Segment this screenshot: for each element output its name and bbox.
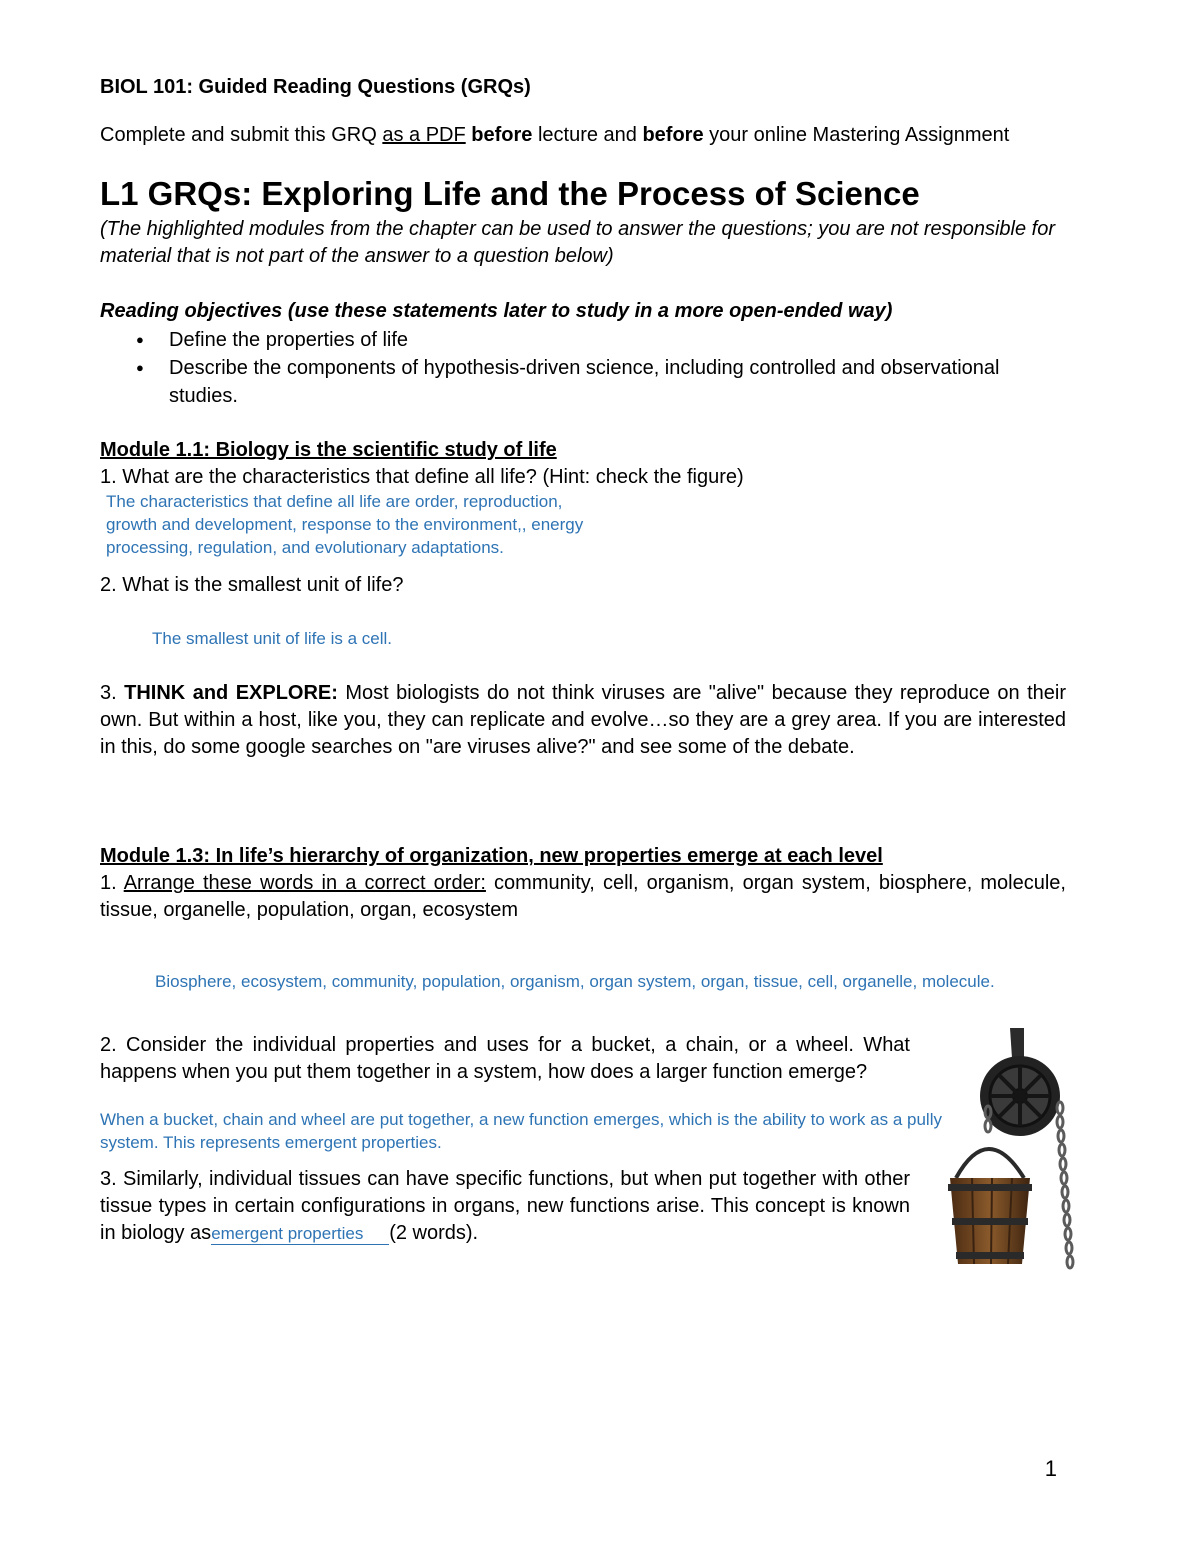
instruction-text: lecture and [532, 124, 643, 146]
arrange-prompt: Arrange these words in a correct order: [123, 872, 486, 894]
question-1-3-1 [100, 870, 1066, 924]
objective-item: ● Define the properties of life [100, 326, 1060, 354]
pulley-bucket-image [928, 1028, 1088, 1273]
objective-item: ● Describe the components of hypothesis-driven science, including controlled and observational studies. [100, 354, 1060, 410]
answer-1-1-2: The smallest unit of life is a cell. [152, 629, 392, 648]
answer-blank[interactable]: emergent properties [211, 1224, 389, 1245]
answer-line: system. This represents emergent properties. [100, 1133, 442, 1152]
document-note: (The highlighted modules from the chapter can be used to answer the questions; you are not responsible for material that is not part of the answer to a question below) [100, 218, 1056, 267]
instruction-text: Complete and submit this GRQ [100, 124, 383, 146]
question-1-3-3 [100, 1166, 910, 1247]
module-1-1-heading: Module 1.1: Biology is the scientific study of life [100, 439, 557, 461]
answer-line: growth and development, response to the environment,, energy [106, 515, 584, 534]
think-explore-label: THINK and EXPLORE: [124, 682, 338, 704]
question-1-1-3 [100, 680, 1066, 761]
question-text: community, cell, organism, organ system, biosphere, molecule, tissue, organelle, population, organ, ecosystem [100, 872, 1066, 921]
answer-line: processing, regulation, and evolutionary adaptations. [106, 538, 504, 557]
question-text: (2 words). [389, 1222, 479, 1244]
question-1-1-1: 1. What are the characteristics that define all life? (Hint: check the figure) [100, 466, 744, 488]
answer-line: The characteristics that define all life are order, reproduction, [106, 492, 563, 511]
submission-instruction [100, 122, 1009, 149]
course-title: BIOL 101: Guided Reading Questions (GRQs) [100, 76, 531, 98]
objectives-list [100, 326, 1060, 410]
question-number: 3. [100, 682, 125, 704]
module-1-3-heading: Module 1.3: In life’s hierarchy of organization, new properties emerge at each level [100, 845, 883, 867]
question-text: 3. Similarly, individual tissues can have specific functions, but when put together with other tissue types in certain configurations in organs, new functions arise. This concept is known in biology as [100, 1168, 910, 1244]
question-number: 1. [100, 872, 124, 894]
question-1-1-2: 2. What is the smallest unit of life? [100, 574, 404, 596]
before-emphasis: before [642, 124, 704, 146]
answer-1-3-2 [100, 1108, 942, 1154]
objectives-heading: Reading objectives (use these statements later to study in a more open-ended way) [100, 300, 893, 322]
answer-1-3-1: Biosphere, ecosystem, community, population, organism, organ system, organ, tissue, cell, organelle, molecule. [155, 972, 995, 991]
document-title: L1 GRQs: Exploring Life and the Process of Science [100, 175, 920, 212]
question-1-3-2: 2. Consider the individual properties and uses for a bucket, a chain, or a wheel. What happens when you put them together in a system, how does a larger function emerge? [100, 1034, 910, 1083]
before-emphasis: before [471, 124, 533, 146]
pdf-link-text: as a PDF [382, 124, 466, 146]
question-text: Most biologists do not think viruses are "alive" because they reproduce on their own. But within a host, like you, they can replicate and evolve…so they are a grey area. If you are interested in this, do some google searches on "are viruses alive?" and see some of the debate. [100, 682, 1066, 758]
page-number: 1 [1044, 1456, 1057, 1481]
answer-line: When a bucket, chain and wheel are put together, a new function emerges, which is the ability to work as a pully [100, 1110, 942, 1129]
answer-1-1-1 [106, 490, 583, 559]
instruction-text: your online Mastering Assignment [703, 124, 1010, 146]
